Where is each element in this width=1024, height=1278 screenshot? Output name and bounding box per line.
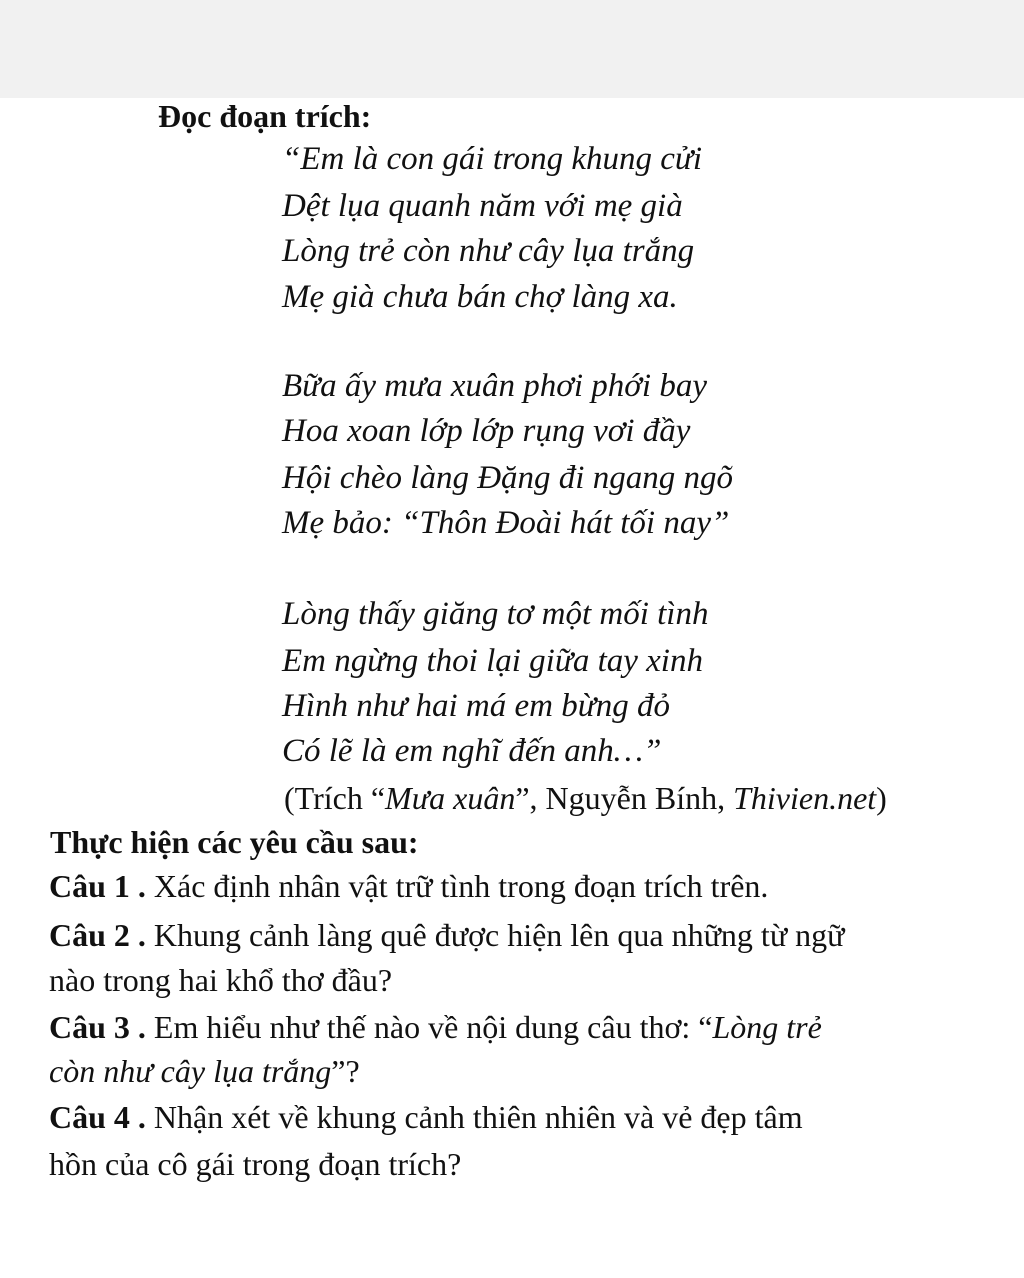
quoted-verse-part-1: Lòng trẻ — [712, 1009, 822, 1045]
poem-line: Có lẽ là em nghĩ đến anh…” — [282, 733, 662, 769]
question-3-continuation — [49, 1051, 360, 1091]
question-label: Câu 4 . — [49, 1099, 146, 1135]
poem-line: Bữa ấy mưa xuân phơi phới bay — [282, 368, 707, 404]
poem-line: Hội chèo làng Đặng đi ngang ngõ — [282, 460, 733, 496]
question-2-continuation: nào trong hai khổ thơ đầu? — [49, 962, 393, 998]
poem-line: Lòng trẻ còn như cây lụa trắng — [282, 233, 695, 269]
poem-line: Hình như hai má em bừng đỏ — [282, 688, 670, 724]
poem-line: “Em là con gái trong khung cửi — [282, 141, 703, 177]
poem-line: Em ngừng thoi lại giữa tay xinh — [282, 643, 703, 679]
question-label: Câu 2 . — [49, 917, 146, 953]
source-open: (Trích “ — [284, 780, 386, 816]
source-middle: ”, Nguyễn Bính, — [515, 780, 734, 816]
question-text: Xác định nhân vật trữ tình trong đoạn trích trên. — [145, 868, 769, 904]
question-3 — [49, 1007, 822, 1047]
quoted-verse-part-2: còn như cây lụa trắng — [49, 1053, 332, 1089]
question-text: Nhận xét về khung cảnh thiên nhiên và vẻ đẹp tâm — [145, 1099, 803, 1135]
poem-line: Lòng thấy giăng tơ một mối tình — [282, 596, 709, 632]
question-4 — [49, 1097, 803, 1137]
source-title: Mưa xuân — [385, 780, 516, 816]
top-gray-band — [0, 0, 1024, 98]
question-1 — [49, 866, 768, 906]
question-4-continuation: hồn của cô gái trong đoạn trích? — [49, 1146, 462, 1182]
question-2 — [49, 915, 845, 955]
question-text: Khung cảnh làng quê được hiện lên qua những từ ngữ — [145, 917, 845, 953]
source-close: ) — [876, 780, 887, 816]
question-text: Em hiểu như thế nào về nội dung câu thơ: “ — [145, 1009, 713, 1045]
source-site: Thivien.net — [733, 780, 877, 816]
question-label: Câu 3 . — [49, 1009, 146, 1045]
question-label: Câu 1 . — [49, 868, 146, 904]
poem-line: Mẹ bảo: “Thôn Đoài hát tối nay” — [282, 505, 730, 541]
poem-source-citation — [284, 778, 887, 818]
requirements-title: Thực hiện các yêu cầu sau: — [50, 824, 419, 860]
quote-end: ”? — [331, 1053, 360, 1089]
poem-line: Mẹ già chưa bán chợ làng xa. — [282, 279, 678, 315]
reading-heading: Đọc đoạn trích: — [158, 98, 372, 134]
poem-line: Hoa xoan lớp lớp rụng vơi đầy — [282, 413, 691, 449]
poem-line: Dệt lụa quanh năm với mẹ già — [282, 188, 683, 224]
